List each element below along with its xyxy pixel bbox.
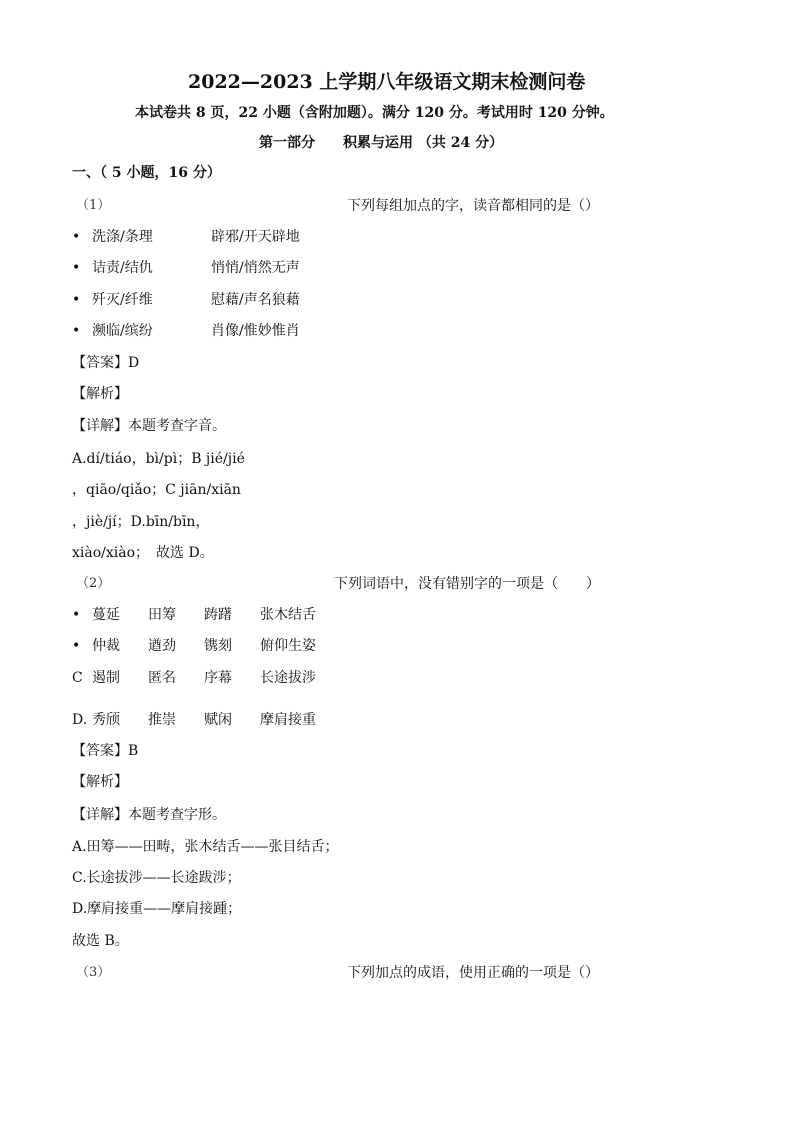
answer-label: 【答案】B xyxy=(72,743,139,759)
detail-text: 【详解】本题考查字形。 xyxy=(72,807,226,823)
option-row xyxy=(72,711,316,729)
page-title: 2022—2023 上学期八年级语文期末检测问卷 xyxy=(188,71,586,93)
option-word: 镌刻 xyxy=(204,638,232,654)
option-row xyxy=(72,606,316,624)
question-number: （3） xyxy=(76,965,111,980)
pinyin-line: ，jiè/jí；D.bīn/bīn， xyxy=(72,514,210,530)
option-word: 摩肩接重 xyxy=(260,712,316,728)
option-word: 慰藉/声名狼藉 xyxy=(211,292,300,308)
option-row xyxy=(72,291,300,309)
option-row xyxy=(72,637,316,655)
option-word: 仲裁 xyxy=(92,638,120,654)
bullet: • xyxy=(72,260,81,276)
option-word: 濒临/缤纷 xyxy=(92,323,153,339)
analysis-label: 【解析】 xyxy=(72,386,128,402)
option-word: 推崇 xyxy=(148,712,176,728)
option-word: 遏制 xyxy=(92,670,120,686)
option-word: 歼灭/纤维 xyxy=(92,292,153,308)
answer-label: 【答案】D xyxy=(72,355,140,371)
question-stem: 下列加点的成语，使用正确的一项是（） xyxy=(347,965,599,981)
exam-info: 本试卷共 8 页，22 小题（含附加题）。满分 120 分。考试用时 120 分钟。 xyxy=(135,105,614,121)
part-heading: 第一部分 积累与运用 （共 24 分） xyxy=(259,135,504,151)
option-word: 俯仰生姿 xyxy=(260,638,316,654)
option-row xyxy=(72,259,300,277)
bullet: • xyxy=(72,638,81,654)
option-word: 赋闲 xyxy=(204,712,232,728)
pinyin-line: xiào/xiào； 故选 D。 xyxy=(72,545,214,561)
option-row xyxy=(72,669,316,687)
option-word: 肖像/惟妙惟肖 xyxy=(211,323,300,339)
correction-line: A.田筹——田畴，张木结舌——张目结舌； xyxy=(72,839,339,855)
section-heading: 一、（ 5 小题，16 分） xyxy=(72,165,221,181)
option-word: 悄悄/悄然无声 xyxy=(211,260,300,276)
option-letter: D. xyxy=(72,712,88,728)
option-word: 蔓延 xyxy=(92,607,120,623)
option-word: 匿名 xyxy=(148,670,176,686)
option-word: 秀颀 xyxy=(92,712,120,728)
detail-text: 【详解】本题考查字音。 xyxy=(72,418,226,434)
option-word: 长途拔涉 xyxy=(260,670,316,686)
question-number: （1） xyxy=(76,198,111,213)
bullet: • xyxy=(72,323,81,339)
pinyin-line: ，qiāo/qiǎo；C jiān/xiān xyxy=(72,482,241,498)
pinyin-line: A.dí/tiáo，bì/pì；B jié/jié xyxy=(72,451,245,467)
analysis-label: 【解析】 xyxy=(72,774,128,790)
question-number: （2） xyxy=(76,576,111,591)
question-stem: 下列词语中，没有错别字的一项是（ ） xyxy=(334,576,600,592)
option-row xyxy=(72,322,300,340)
option-word: 序幕 xyxy=(204,670,232,686)
bullet: • xyxy=(72,229,81,245)
option-word: 洗涤/条理 xyxy=(92,229,153,245)
option-word: 遒劲 xyxy=(148,638,176,654)
option-word: 踌躇 xyxy=(204,607,232,623)
option-word: 田筹 xyxy=(148,607,176,623)
option-letter: C xyxy=(72,670,83,686)
correction-line: D.摩肩接重——摩肩接踵； xyxy=(72,901,242,917)
option-word: 诘责/结仇 xyxy=(92,260,153,276)
correction-line: 故选 B。 xyxy=(72,933,129,949)
option-word: 辟邪/开天辟地 xyxy=(211,229,300,245)
option-word: 张木结舌 xyxy=(260,607,316,623)
question-stem: 下列每组加点的字，读音都相同的是（） xyxy=(347,198,599,214)
bullet: • xyxy=(72,292,81,308)
bullet: • xyxy=(72,607,81,623)
correction-line: C.长途拔涉——长途跋涉； xyxy=(72,870,241,886)
option-row xyxy=(72,228,300,246)
